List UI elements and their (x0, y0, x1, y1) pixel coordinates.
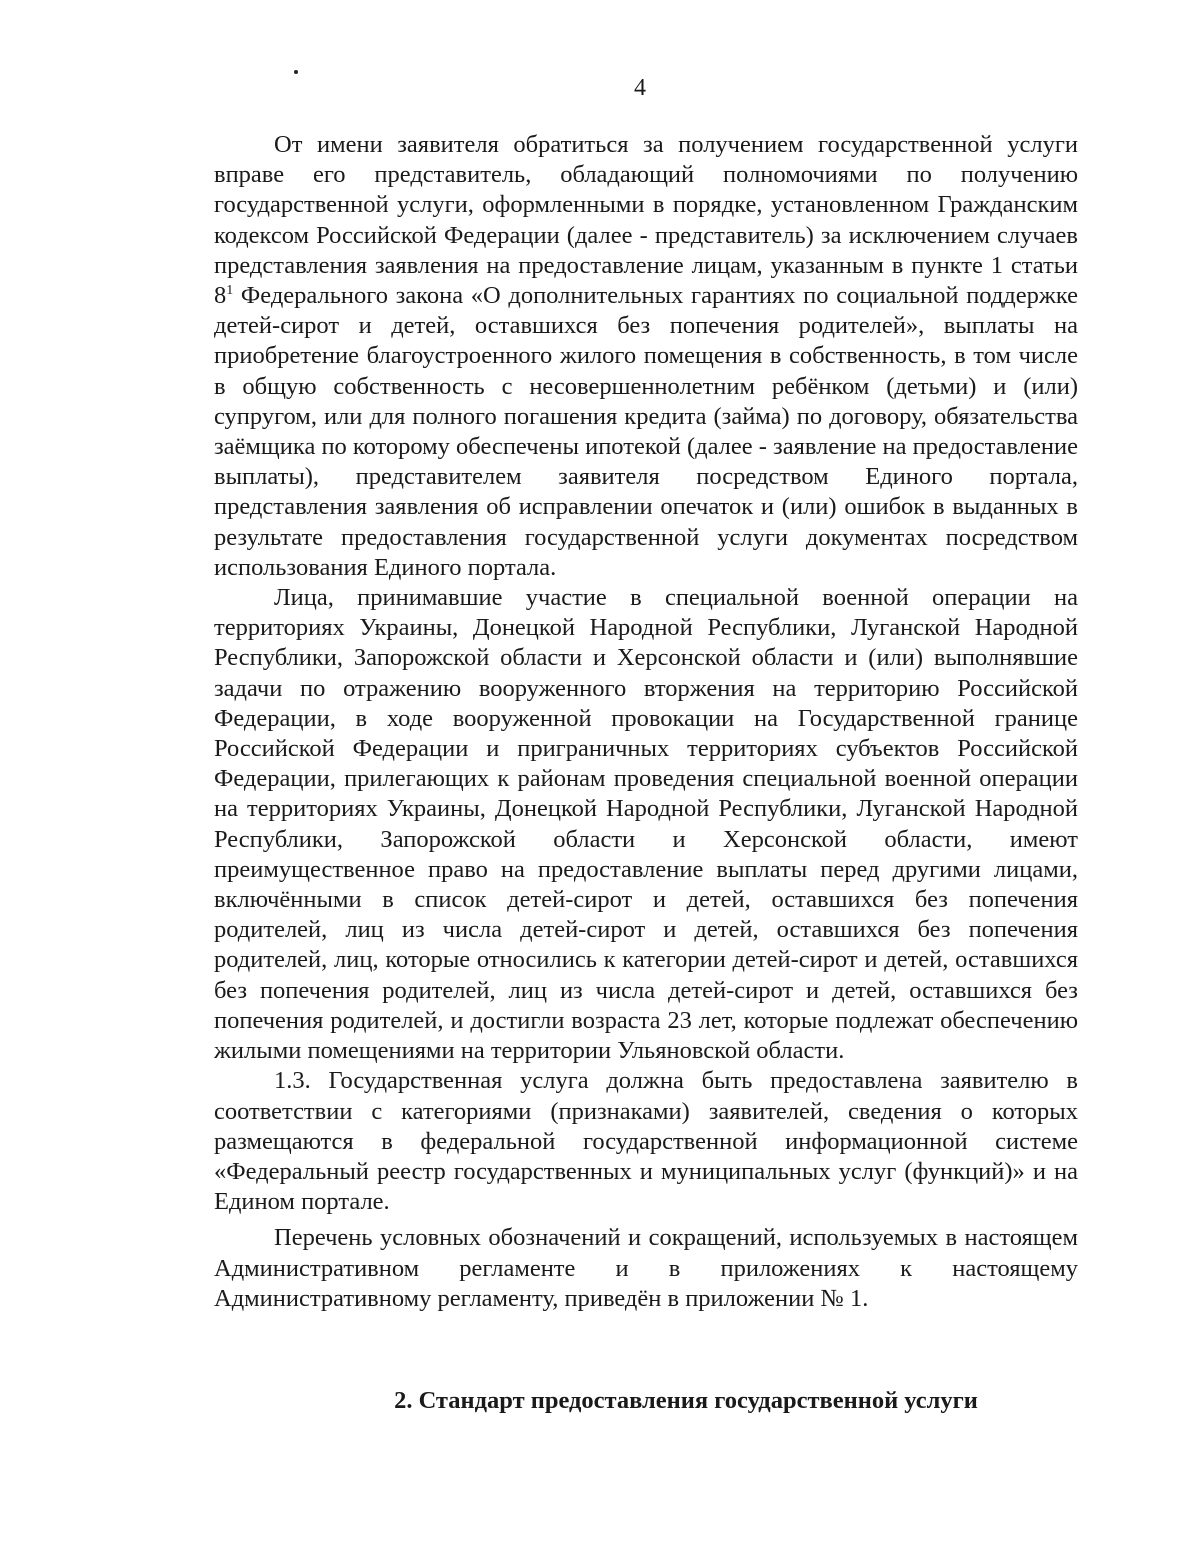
paragraph-text: Федерального закона «О дополнительных гарантиях по социальной поддержке детей-сирот и детей, оставшихся без попечения родителей», выплаты на приобретение благоустроенного жилого помещения в собственность, в том числе в общую собственность с несовершеннолетним ребёнком (детьми) и (или) супругом, или для полного погашения кредита (займа) по договору, обязательства заёмщика по которому обеспечены ипотекой (далее - заявление на предоставление выплаты), представителем заявителя посредством Единого портала, представления заявления об исправлении опечаток и (или) ошибок в выданных в результате предоставления государственной услуги документах посредством использования Единого портала. (214, 282, 1078, 581)
page-number: 4 (634, 75, 646, 101)
paragraph-representative (214, 130, 1078, 583)
paragraph-section-1-3: 1.3. Государственная услуга должна быть предоставлена заявителю в соответствии с категориями (признаками) заявителей, сведения о которых размещаются в федеральной государственной информационной системе «Федеральный реестр государственных и муниципальных услуг (функций)» и на Едином портале. (214, 1067, 1078, 1216)
document-body (214, 130, 1078, 1314)
superscript: 1 (226, 282, 234, 298)
section-heading: 2. Стандарт предоставления государственной услуги (394, 1387, 978, 1414)
paragraph-text: От имени заявителя обратиться за получением государственной услуги вправе его представитель, обладающий полномочиями по получению государственной услуги, оформленными в порядке, установленном Гражданским кодексом Российской Федерации (далее - представитель) за исключением случаев представления заявления на предоставление лицам, указанным в пункте 1 статьи 8 (214, 131, 1078, 310)
paragraph-priority-right: Лица, принимавшие участие в специальной военной операции на территориях Украины, Донецкой Народной Республики, Луганской Народной Республики, Запорожской области и Херсонской области и (или) выполнявшие задачи по отражению вооруженного вторжения на территорию Российской Федерации, в ходе вооруженной провокации на Государственной границе Российской Федерации и приграничных территориях субъектов Российской Федерации, прилегающих к районам проведения специальной военной операции на территориях Украины, Донецкой Народной Республики, Луганской Народной Республики, Запорожской области и Херсонской области, имеют преимущественное право на предоставление выплаты перед другими лицами, включёнными в список детей-сирот и детей, оставшихся без попечения родителей, лиц из числа детей-сирот и детей, оставшихся без попечения родителей, лиц, которые относились к категории детей-сирот и детей, оставшихся без попечения родителей, лиц из числа детей-сирот и детей, оставшихся без попечения родителей, и достигли возраста 23 лет, которые подлежат обеспечению жилыми помещениями на территории Ульяновской области. (214, 584, 1078, 1065)
paragraph-abbreviations: Перечень условных обозначений и сокращений, используемых в настоящем Административном регламенте и в приложениях к настоящему Административному регламенту, приведён в приложении № 1. (214, 1224, 1078, 1312)
